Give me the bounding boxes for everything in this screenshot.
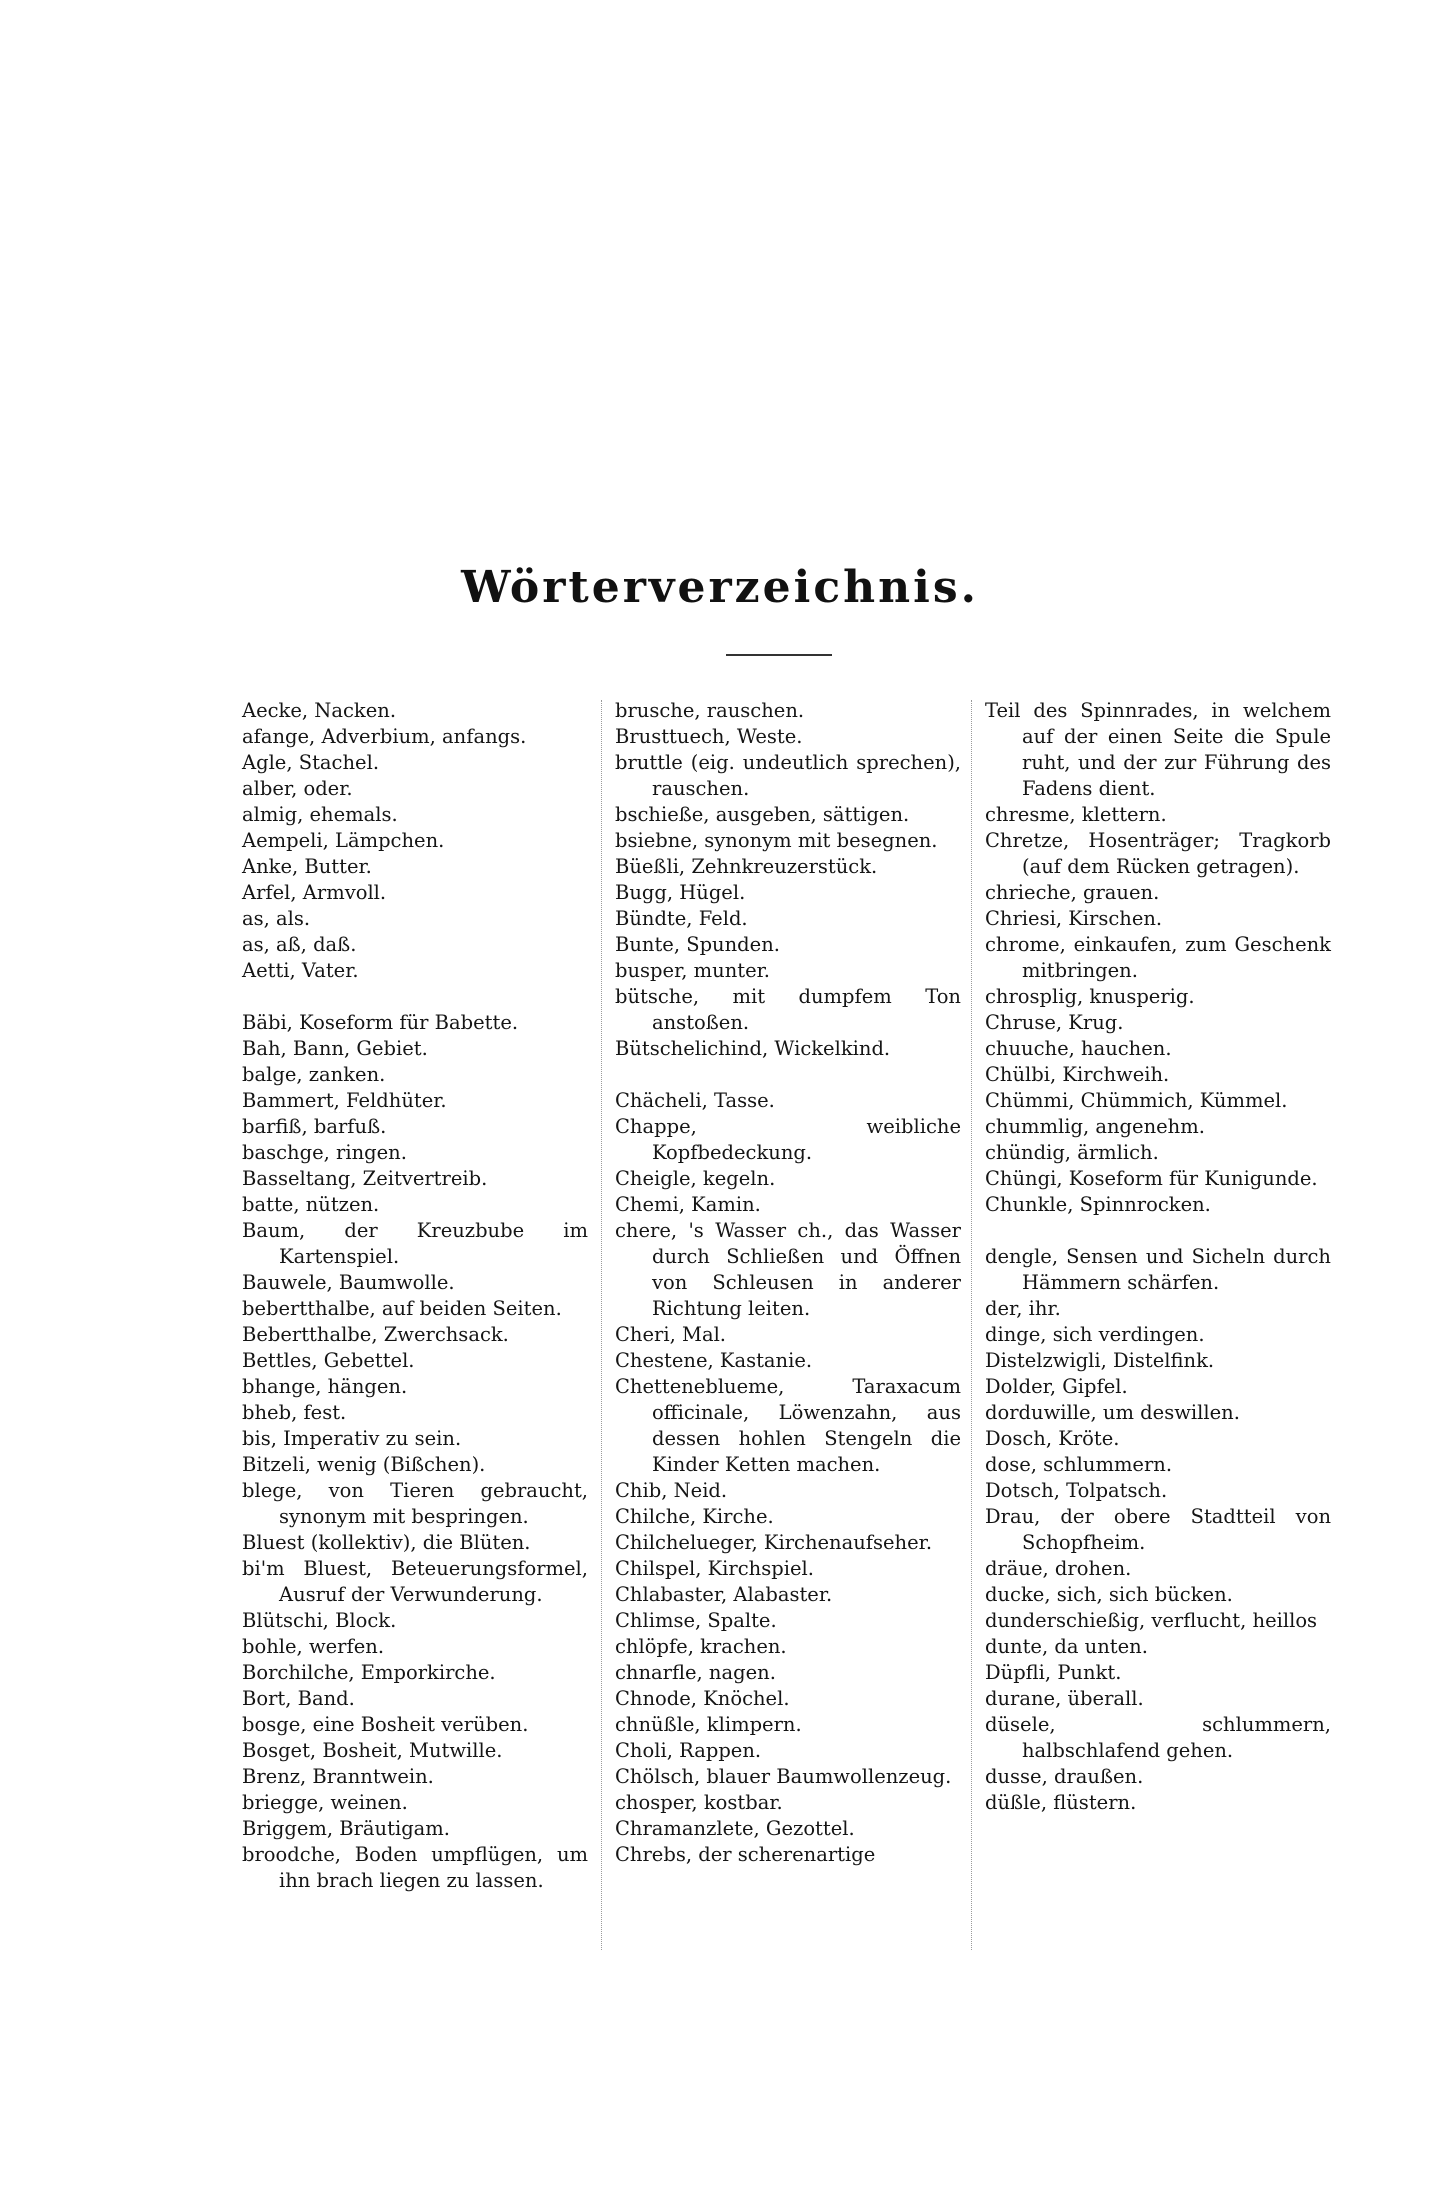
glossary-entry: chlöpfe, krachen. — [615, 1635, 787, 1658]
glossary-entry: Bort, Band. — [242, 1687, 355, 1710]
glossary-entry: baschge, ringen. — [242, 1141, 407, 1164]
glossary-entry: Chlimse, Spalte. — [615, 1609, 777, 1632]
glossary-entry: brusche, rauschen. — [615, 699, 805, 722]
glossary-entry: blege, von Tieren gebraucht, synonym mit bespringen. — [242, 1479, 588, 1528]
glossary-entry: Chilchelueger, Kirchenaufseher. — [615, 1531, 933, 1554]
column-separator — [971, 700, 972, 1950]
glossary-entry: Dolder, Gipfel. — [985, 1375, 1128, 1398]
glossary-entry: Bosget, Bosheit, Mutwille. — [242, 1739, 503, 1762]
glossary-entry: Drau, der obere Stadtteil von Schopfheim. — [985, 1505, 1331, 1554]
glossary-entry: Chruse, Krug. — [985, 1011, 1124, 1034]
glossary-entry: as, aß, daß. — [242, 933, 357, 956]
glossary-entry: Bündte, Feld. — [615, 907, 748, 930]
glossary-entry: durane, überall. — [985, 1687, 1144, 1710]
glossary-entry: ducke, sich, sich bücken. — [985, 1583, 1233, 1606]
glossary-entry: bruttle (eig. undeutlich sprechen), rauschen. — [615, 751, 961, 800]
glossary-entry: chuuche, hauchen. — [985, 1037, 1172, 1060]
glossary-entry: Brenz, Branntwein. — [242, 1765, 434, 1788]
glossary-entry: Brusttuech, Weste. — [615, 725, 803, 748]
glossary-entry: Bluest (kollektiv), die Blüten. — [242, 1531, 531, 1554]
glossary-entry: chrome, einkaufen, zum Geschenk mitbringen. — [985, 933, 1331, 982]
glossary-entry: dose, schlummern. — [985, 1453, 1173, 1476]
glossary-column-2 — [615, 698, 961, 1868]
glossary-entry: busper, munter. — [615, 959, 771, 982]
column-separator — [601, 700, 602, 1950]
glossary-entry: Aempeli, Lämpchen. — [242, 829, 445, 852]
glossary-entry: Blütschi, Block. — [242, 1609, 397, 1632]
glossary-entry: bosge, eine Bosheit verüben. — [242, 1713, 529, 1736]
glossary-column-1 — [242, 698, 588, 1894]
glossary-entry: Agle, Stachel. — [242, 751, 380, 774]
glossary-entry: Chrebs, der scherenartige — [615, 1843, 876, 1866]
glossary-entry: dusse, draußen. — [985, 1765, 1144, 1788]
glossary-entry: dunte, da unten. — [985, 1635, 1148, 1658]
glossary-entry: Chilspel, Kirchspiel. — [615, 1557, 814, 1580]
glossary-entry: Bah, Bann, Gebiet. — [242, 1037, 428, 1060]
glossary-entry: broodche, Boden umpflügen, um ihn brach liegen zu lassen. — [242, 1843, 588, 1892]
glossary-entry: Borchilche, Emporkirche. — [242, 1661, 496, 1684]
glossary-entry: Cheri, Mal. — [615, 1323, 727, 1346]
glossary-entry: Chilche, Kirche. — [615, 1505, 774, 1528]
glossary-entry: Chülbi, Kirchweih. — [985, 1063, 1170, 1086]
glossary-entry: Chölsch, blauer Baumwollenzeug. — [615, 1765, 952, 1788]
glossary-entry: briegge, weinen. — [242, 1791, 408, 1814]
glossary-entry: Bammert, Feldhüter. — [242, 1089, 447, 1112]
glossary-entry: dräue, drohen. — [985, 1557, 1132, 1580]
title-divider — [726, 654, 832, 656]
glossary-entry: Dotsch, Tolpatsch. — [985, 1479, 1168, 1502]
glossary-entry: chnarfle, nagen. — [615, 1661, 776, 1684]
glossary-entry: Chemi, Kamin. — [615, 1193, 761, 1216]
glossary-entry: Bauwele, Baumwolle. — [242, 1271, 455, 1294]
glossary-entry: Cheigle, kegeln. — [615, 1167, 776, 1190]
glossary-entry: Chüngi, Koseform für Kunigunde. — [985, 1167, 1318, 1190]
glossary-entry: bohle, werfen. — [242, 1635, 385, 1658]
glossary-entry: Chümmi, Chümmich, Kümmel. — [985, 1089, 1288, 1112]
glossary-entry: Anke, Butter. — [242, 855, 372, 878]
glossary-entry: bsiebne, synonym mit besegnen. — [615, 829, 938, 852]
glossary-entry: barfiß, barfuß. — [242, 1115, 387, 1138]
glossary-entry: chummlig, angenehm. — [985, 1115, 1205, 1138]
page-title: Wörterverzeichnis. — [461, 562, 979, 613]
glossary-entry: Basseltang, Zeitvertreib. — [242, 1167, 488, 1190]
glossary-entry: Bütschelichind, Wickelkind. — [615, 1037, 891, 1060]
glossary-entry: Aetti, Vater. — [242, 959, 359, 982]
glossary-entry: dunderschießig, verflucht, heillos — [985, 1609, 1318, 1632]
glossary-entry: chrosplig, knusperig. — [985, 985, 1195, 1008]
glossary-entry: Chappe, weibliche Kopfbedeckung. — [615, 1115, 961, 1164]
glossary-entry: Distelzwigli, Distelfink. — [985, 1349, 1215, 1372]
glossary-entry: Chriesi, Kirschen. — [985, 907, 1163, 930]
glossary-entry: Chlabaster, Alabaster. — [615, 1583, 833, 1606]
glossary-entry: bheb, fest. — [242, 1401, 347, 1424]
glossary-entry: Chächeli, Tasse. — [615, 1089, 775, 1112]
glossary-entry: dengle, Sensen und Sicheln durch Hämmern schärfen. — [985, 1245, 1331, 1294]
glossary-column-3 — [985, 698, 1331, 1816]
glossary-entry: bis, Imperativ zu sein. — [242, 1427, 462, 1450]
glossary-entry: düsele, schlummern, halbschlafend gehen. — [985, 1713, 1331, 1762]
glossary-entry: Büeßli, Zehnkreuzerstück. — [615, 855, 878, 878]
glossary-entry: Bugg, Hügel. — [615, 881, 746, 904]
glossary-entry: bebertthalbe, auf beiden Seiten. — [242, 1297, 562, 1320]
glossary-entry: Chretze, Hosenträger; Tragkorb (auf dem Rücken getragen). — [985, 829, 1331, 878]
glossary-entry: chnüßle, klimpern. — [615, 1713, 802, 1736]
glossary-entry: Chetteneblueme, Taraxacum officinale, Löwenzahn, aus dessen hohlen Stengeln die Kinder Ketten machen. — [615, 1375, 961, 1476]
glossary-entry: Bebertthalbe, Zwerchsack. — [242, 1323, 509, 1346]
glossary-entry: Chib, Neid. — [615, 1479, 728, 1502]
glossary-entry: Teil des Spinnrades, in welchem auf der einen Seite die Spule ruht, und der zur Führung des Fadens dient. — [985, 699, 1331, 800]
glossary-entry: bschieße, ausgeben, sättigen. — [615, 803, 910, 826]
glossary-entry: Briggem, Bräutigam. — [242, 1817, 450, 1840]
glossary-entry: chrieche, grauen. — [985, 881, 1160, 904]
glossary-entry: almig, ehemals. — [242, 803, 398, 826]
glossary-entry: bütsche, mit dumpfem Ton anstoßen. — [615, 985, 961, 1034]
glossary-entry: Chestene, Kastanie. — [615, 1349, 813, 1372]
glossary-entry: chere, 's Wasser ch., das Wasser durch Schließen und Öffnen von Schleusen in anderer Richtung leiten. — [615, 1219, 961, 1320]
glossary-entry: Baum, der Kreuzbube im Kartenspiel. — [242, 1219, 588, 1268]
glossary-entry: balge, zanken. — [242, 1063, 386, 1086]
glossary-entry: Chunkle, Spinnrocken. — [985, 1193, 1211, 1216]
glossary-entry: Chnode, Knöchel. — [615, 1687, 790, 1710]
glossary-entry: as, als. — [242, 907, 311, 930]
glossary-entry: Arfel, Armvoll. — [242, 881, 387, 904]
glossary-entry: dinge, sich verdingen. — [985, 1323, 1205, 1346]
glossary-entry: chresme, klettern. — [985, 803, 1167, 826]
glossary-entry: Düpfli, Punkt. — [985, 1661, 1122, 1684]
glossary-entry: Bitzeli, wenig (Bißchen). — [242, 1453, 486, 1476]
glossary-entry: chündig, ärmlich. — [985, 1141, 1159, 1164]
glossary-entry: Bäbi, Koseform für Babette. — [242, 1011, 519, 1034]
glossary-entry: bhange, hängen. — [242, 1375, 408, 1398]
glossary-entry: der, ihr. — [985, 1297, 1061, 1320]
glossary-entry: chosper, kostbar. — [615, 1791, 783, 1814]
glossary-entry: Aecke, Nacken. — [242, 699, 397, 722]
glossary-entry: Bunte, Spunden. — [615, 933, 780, 956]
glossary-entry: batte, nützen. — [242, 1193, 380, 1216]
glossary-entry: Chramanzlete, Gezottel. — [615, 1817, 855, 1840]
glossary-entry: afange, Adverbium, anfangs. — [242, 725, 527, 748]
glossary-entry: Dosch, Kröte. — [985, 1427, 1120, 1450]
glossary-entry: Choli, Rappen. — [615, 1739, 762, 1762]
glossary-entry: düßle, flüstern. — [985, 1791, 1137, 1814]
glossary-entry: bi'm Bluest, Beteuerungsformel, Ausruf der Verwunderung. — [242, 1557, 588, 1606]
glossary-entry: alber, oder. — [242, 777, 353, 800]
glossary-entry: Bettles, Gebettel. — [242, 1349, 415, 1372]
glossary-entry: dorduwille, um deswillen. — [985, 1401, 1240, 1424]
